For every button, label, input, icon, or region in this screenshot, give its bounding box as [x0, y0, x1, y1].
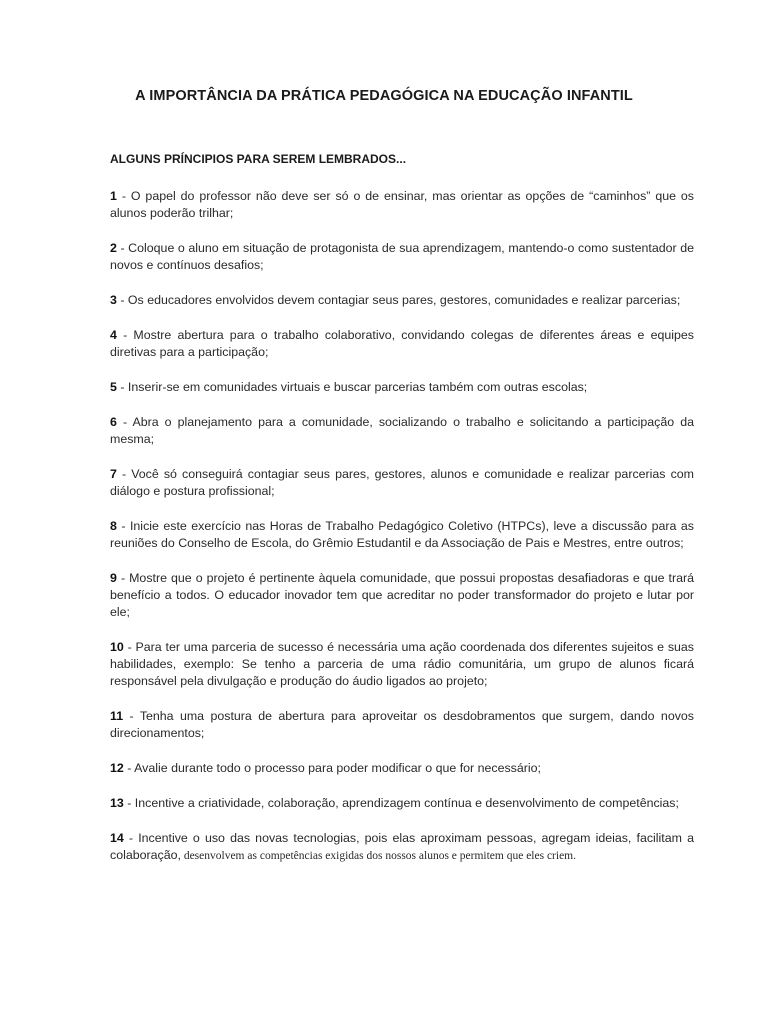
item-text: - Inserir-se em comunidades virtuais e buscar parcerias também com outras escolas; — [116, 380, 588, 394]
document-title: A IMPORTÂNCIA DA PRÁTICA PEDAGÓGICA NA EDUCAÇÃO INFANTIL — [135, 88, 633, 104]
item-number: 13 — [110, 796, 124, 810]
item-text: - Incentive a criatividade, colaboração, aprendizagem contínua e desenvolvimento de competências; — [123, 796, 679, 810]
list-item — [110, 570, 694, 621]
item-number: 12 — [110, 761, 124, 775]
item-number: 9 — [110, 571, 117, 585]
principles-list — [110, 188, 694, 883]
item-text: - Inicie este exercício nas Horas de Trabalho Pedagógico Coletivo (HTPCs), leve a discussão para as reuniões do Conselho de Escola, do Grêmio Estudantil e da Associação de Pais e Mestres, entre outros; — [110, 519, 694, 550]
list-item — [110, 292, 694, 309]
item-text-serif: desenvolvem as competências exigidas dos nossos alunos e permitem que eles criem. — [180, 850, 577, 862]
item-number: 4 — [110, 328, 117, 342]
list-item — [110, 240, 694, 274]
item-text: - Você só conseguirá contagiar seus pares, gestores, alunos e comunidade e realizar parcerias com diálogo e postura profissional; — [110, 467, 694, 498]
list-item — [110, 518, 694, 552]
item-number: 3 — [110, 293, 117, 307]
item-text: - Os educadores envolvidos devem contagiar seus pares, gestores, comunidades e realizar parcerias; — [116, 293, 681, 307]
item-number: 8 — [110, 519, 117, 533]
item-text: - Mostre abertura para o trabalho colaborativo, convidando colegas de diferentes áreas e equipes diretivas para a participação; — [110, 328, 694, 359]
list-item — [110, 760, 694, 777]
list-item — [110, 830, 694, 865]
item-text: - Abra o planejamento para a comunidade, socializando o trabalho e solicitando a participação da mesma; — [110, 415, 694, 446]
list-item — [110, 708, 694, 742]
item-number: 2 — [110, 241, 117, 255]
document-subtitle: ALGUNS PRÍNCIPIOS PARA SEREM LEMBRADOS... — [110, 152, 407, 166]
item-number: 5 — [110, 380, 117, 394]
item-number: 14 — [110, 831, 124, 845]
list-item — [110, 639, 694, 690]
item-number: 7 — [110, 467, 117, 481]
list-item — [110, 414, 694, 448]
list-item — [110, 188, 694, 222]
list-item — [110, 327, 694, 361]
list-item — [110, 379, 694, 396]
item-text: - Avalie durante todo o processo para poder modificar o que for necessário; — [123, 761, 541, 775]
item-number: 11 — [110, 709, 124, 723]
item-text: - Mostre que o projeto é pertinente àquela comunidade, que possui propostas desafiadoras e que trará benefício a todos. O educador inovador tem que acreditar no poder transformador do projeto e lutar por ele; — [110, 571, 694, 619]
item-number: 1 — [110, 189, 117, 203]
item-text: - Incentive o uso das novas tecnologias, pois elas aproximam pessoas, agregam ideias, facilitam a colaboração, — [110, 831, 694, 862]
item-number: 10 — [110, 640, 124, 654]
item-number: 6 — [110, 415, 117, 429]
list-item — [110, 795, 694, 812]
item-text: - Para ter uma parceria de sucesso é necessária uma ação coordenada dos diferentes sujeitos e suas habilidades, exemplo: Se tenho a parceria de uma rádio comunitária, um grupo de alunos ficará responsável pela divulgação e produção do áudio ligados ao projeto; — [110, 640, 694, 688]
item-text: - Coloque o aluno em situação de protagonista de sua aprendizagem, mantendo-o como sustentador de novos e contínuos desafios; — [110, 241, 694, 272]
item-text: - O papel do professor não deve ser só o de ensinar, mas orientar as opções de “caminhos” que os alunos poderão trilhar; — [110, 189, 694, 220]
list-item — [110, 466, 694, 500]
item-text: - Tenha uma postura de abertura para aproveitar os desdobramentos que surgem, dando novos direcionamentos; — [110, 709, 694, 740]
